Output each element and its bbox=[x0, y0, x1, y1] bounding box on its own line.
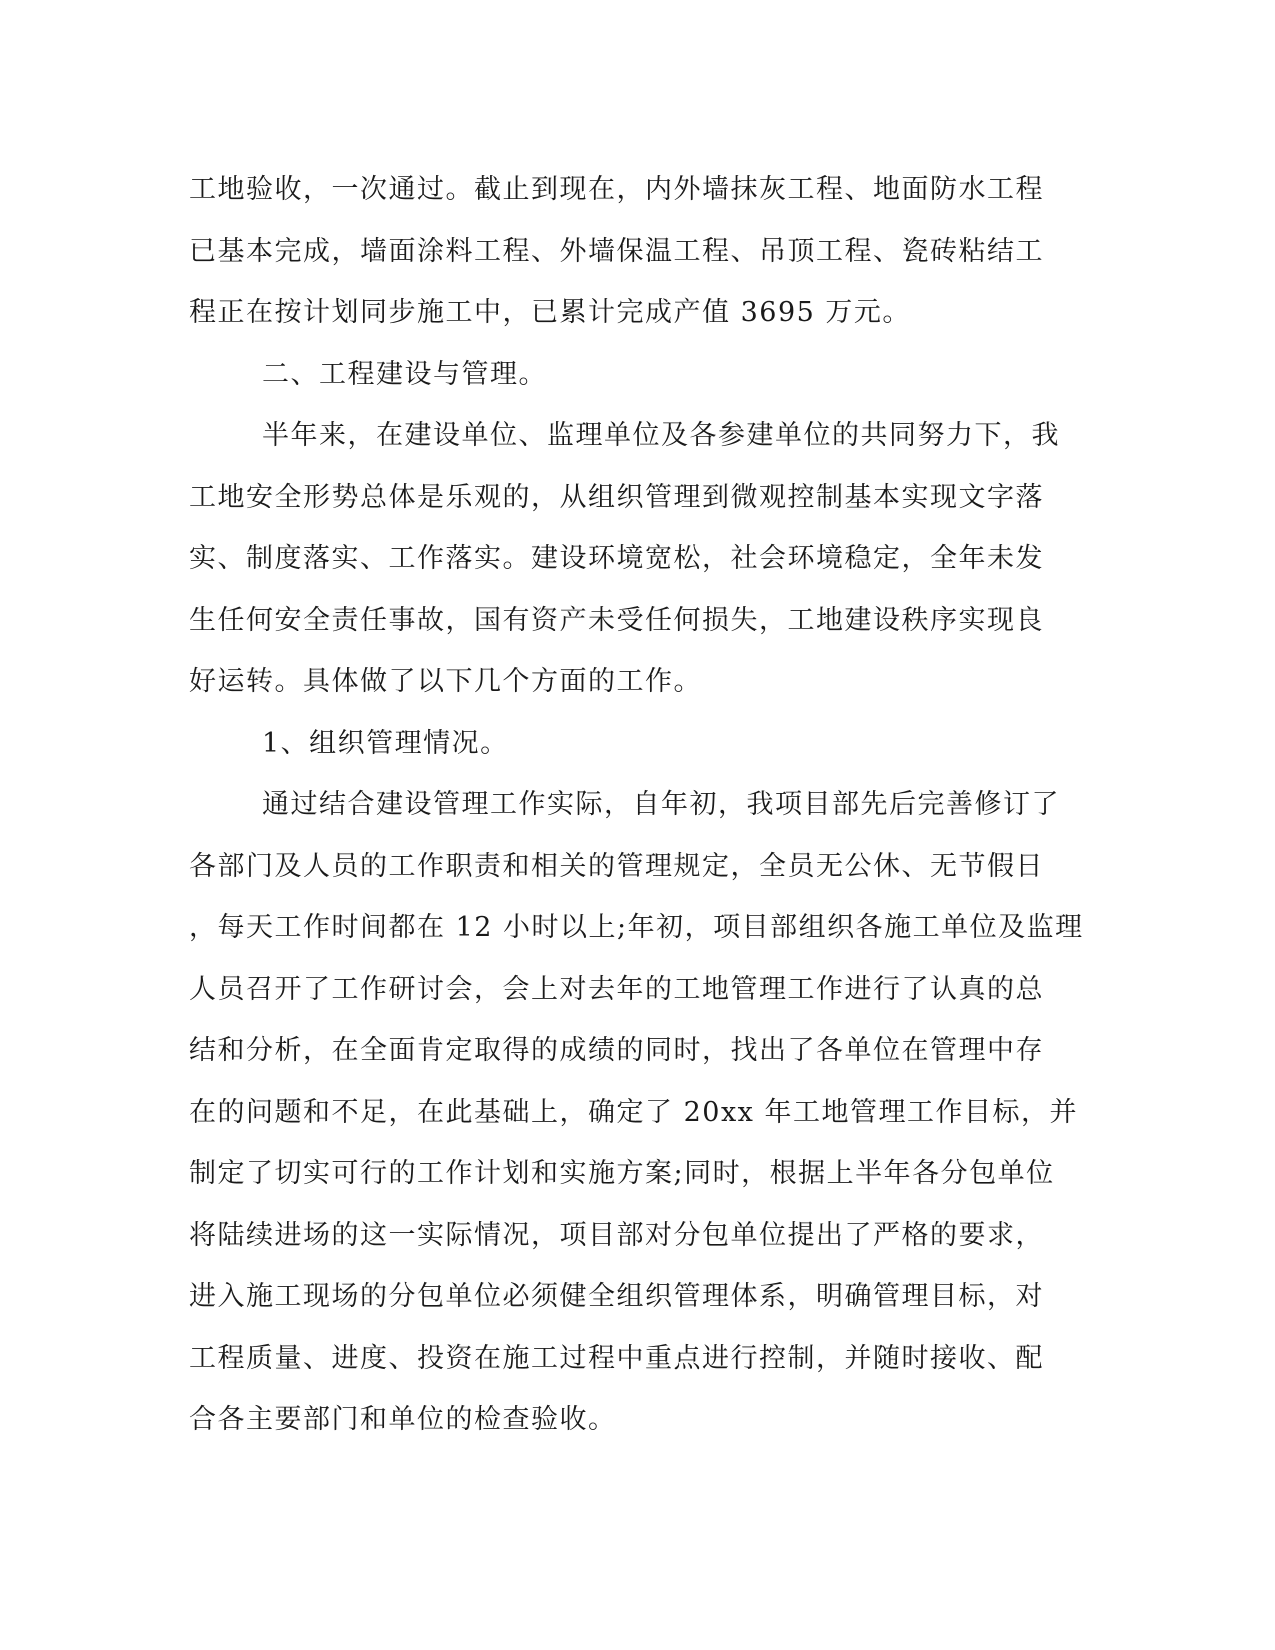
document-body bbox=[189, 159, 1089, 1451]
text-line: 已基本完成，墙面涂料工程、外墙保温工程、吊顶工程、瓷砖粘结工 bbox=[189, 235, 1044, 267]
text-line: ，每天工作时间都在 12 小时以上;年初，项目部组织各施工单位及监理 bbox=[189, 912, 1084, 943]
text-line: 合各主要部门和单位的检查验收。 bbox=[189, 1404, 617, 1435]
text-line: 工地安全形势总体是乐观的，从组织管理到微观控制基本实现文字落 bbox=[189, 481, 1044, 513]
text-line: 好运转。具体做了以下几个方面的工作。 bbox=[189, 666, 702, 697]
subsection-heading: 1、组织管理情况。 bbox=[262, 727, 509, 759]
section-heading: 二、工程建设与管理。 bbox=[262, 358, 547, 390]
text-line: 生任何安全责任事故，国有资产未受任何损失，工地建设秩序实现良 bbox=[189, 604, 1044, 636]
text-line: 实、制度落实、工作落实。建设环境宽松，社会环境稳定，全年未发 bbox=[189, 543, 1044, 574]
text-line: 制定了切实可行的工作计划和实施方案;同时，根据上半年各分包单位 bbox=[189, 1158, 1055, 1189]
text-line: 将陆续进场的这一实际情况，项目部对分包单位提出了严格的要求， bbox=[189, 1219, 1044, 1251]
text-line: 程正在按计划同步施工中，已累计完成产值 3695 万元。 bbox=[189, 297, 911, 328]
text-line: 结和分析，在全面肯定取得的成绩的同时，找出了各单位在管理中存 bbox=[189, 1035, 1044, 1066]
text-line: 各部门及人员的工作职责和相关的管理规定，全员无公休、无节假日 bbox=[189, 850, 1044, 882]
text-line: 工程质量、进度、投资在施工过程中重点进行控制，并随时接收、配 bbox=[189, 1342, 1044, 1374]
paragraph-first-line: 半年来，在建设单位、监理单位及各参建单位的共同努力下，我 bbox=[262, 420, 1060, 451]
paragraph-first-line: 通过结合建设管理工作实际，自年初，我项目部先后完善修订了 bbox=[262, 789, 1060, 820]
text-line: 人员召开了工作研讨会，会上对去年的工地管理工作进行了认真的总 bbox=[189, 973, 1044, 1005]
text-line: 进入施工现场的分包单位必须健全组织管理体系，明确管理目标，对 bbox=[189, 1281, 1044, 1312]
text-line: 工地验收，一次通过。截止到现在，内外墙抹灰工程、地面防水工程 bbox=[189, 174, 1044, 205]
text-line: 在的问题和不足，在此基础上，确定了 20xx 年工地管理工作目标，并 bbox=[189, 1096, 1078, 1128]
